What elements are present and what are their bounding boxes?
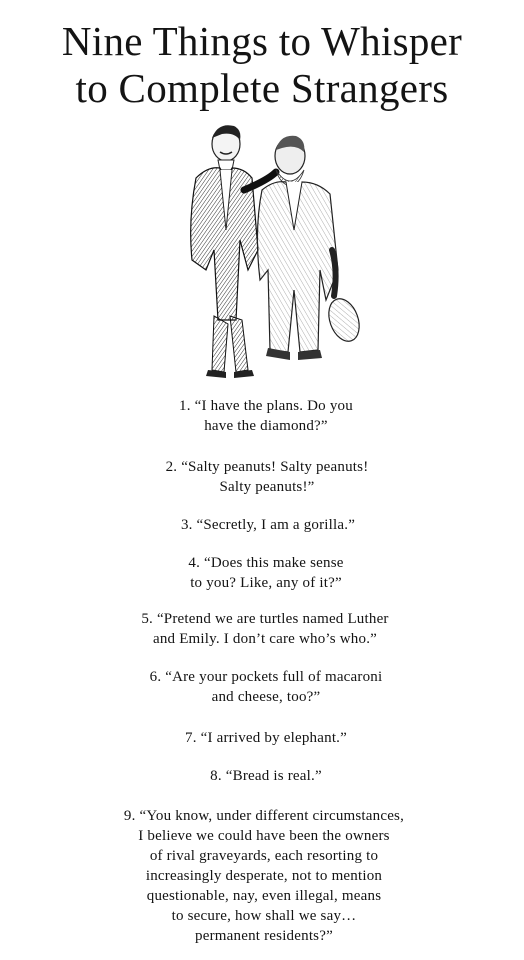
list-item-5: 5. “Pretend we are turtles named Luther and Emily. I don’t care who’s who.” [141,611,389,647]
poster-title [0,18,524,112]
right-gentleman-figure [257,136,364,360]
list-item-2: 2. “Salty peanuts! Salty peanuts! Salty peanuts!” [165,459,369,495]
list-item-9: 9. “You know, under different circumstances, I believe we could have been the owners of rival graveyards, each resorting to increasingly desperate, not to mention questionable, nay, even illegal, means to secure, how shall we say… permanent residents?” [123,808,405,944]
list-item-7: 7. “I arrived by elephant.” [185,730,347,746]
list-item-4: 4. “Does this make sense to you? Like, any of it?” [188,555,344,591]
title-line-2: to Complete Strangers [75,65,449,111]
list-item-1: 1. “I have the plans. Do you have the diamond?” [179,398,353,434]
list-item-8: 8. “Bread is real.” [210,768,322,784]
list-item-3: 3. “Secretly, I am a gorilla.” [180,517,356,533]
title-line-1: Nine Things to Whisper [61,18,463,64]
list-item-6: 6. “Are your pockets full of macaroni and cheese, too?” [149,669,383,705]
two-gentlemen-illustration [148,120,384,388]
